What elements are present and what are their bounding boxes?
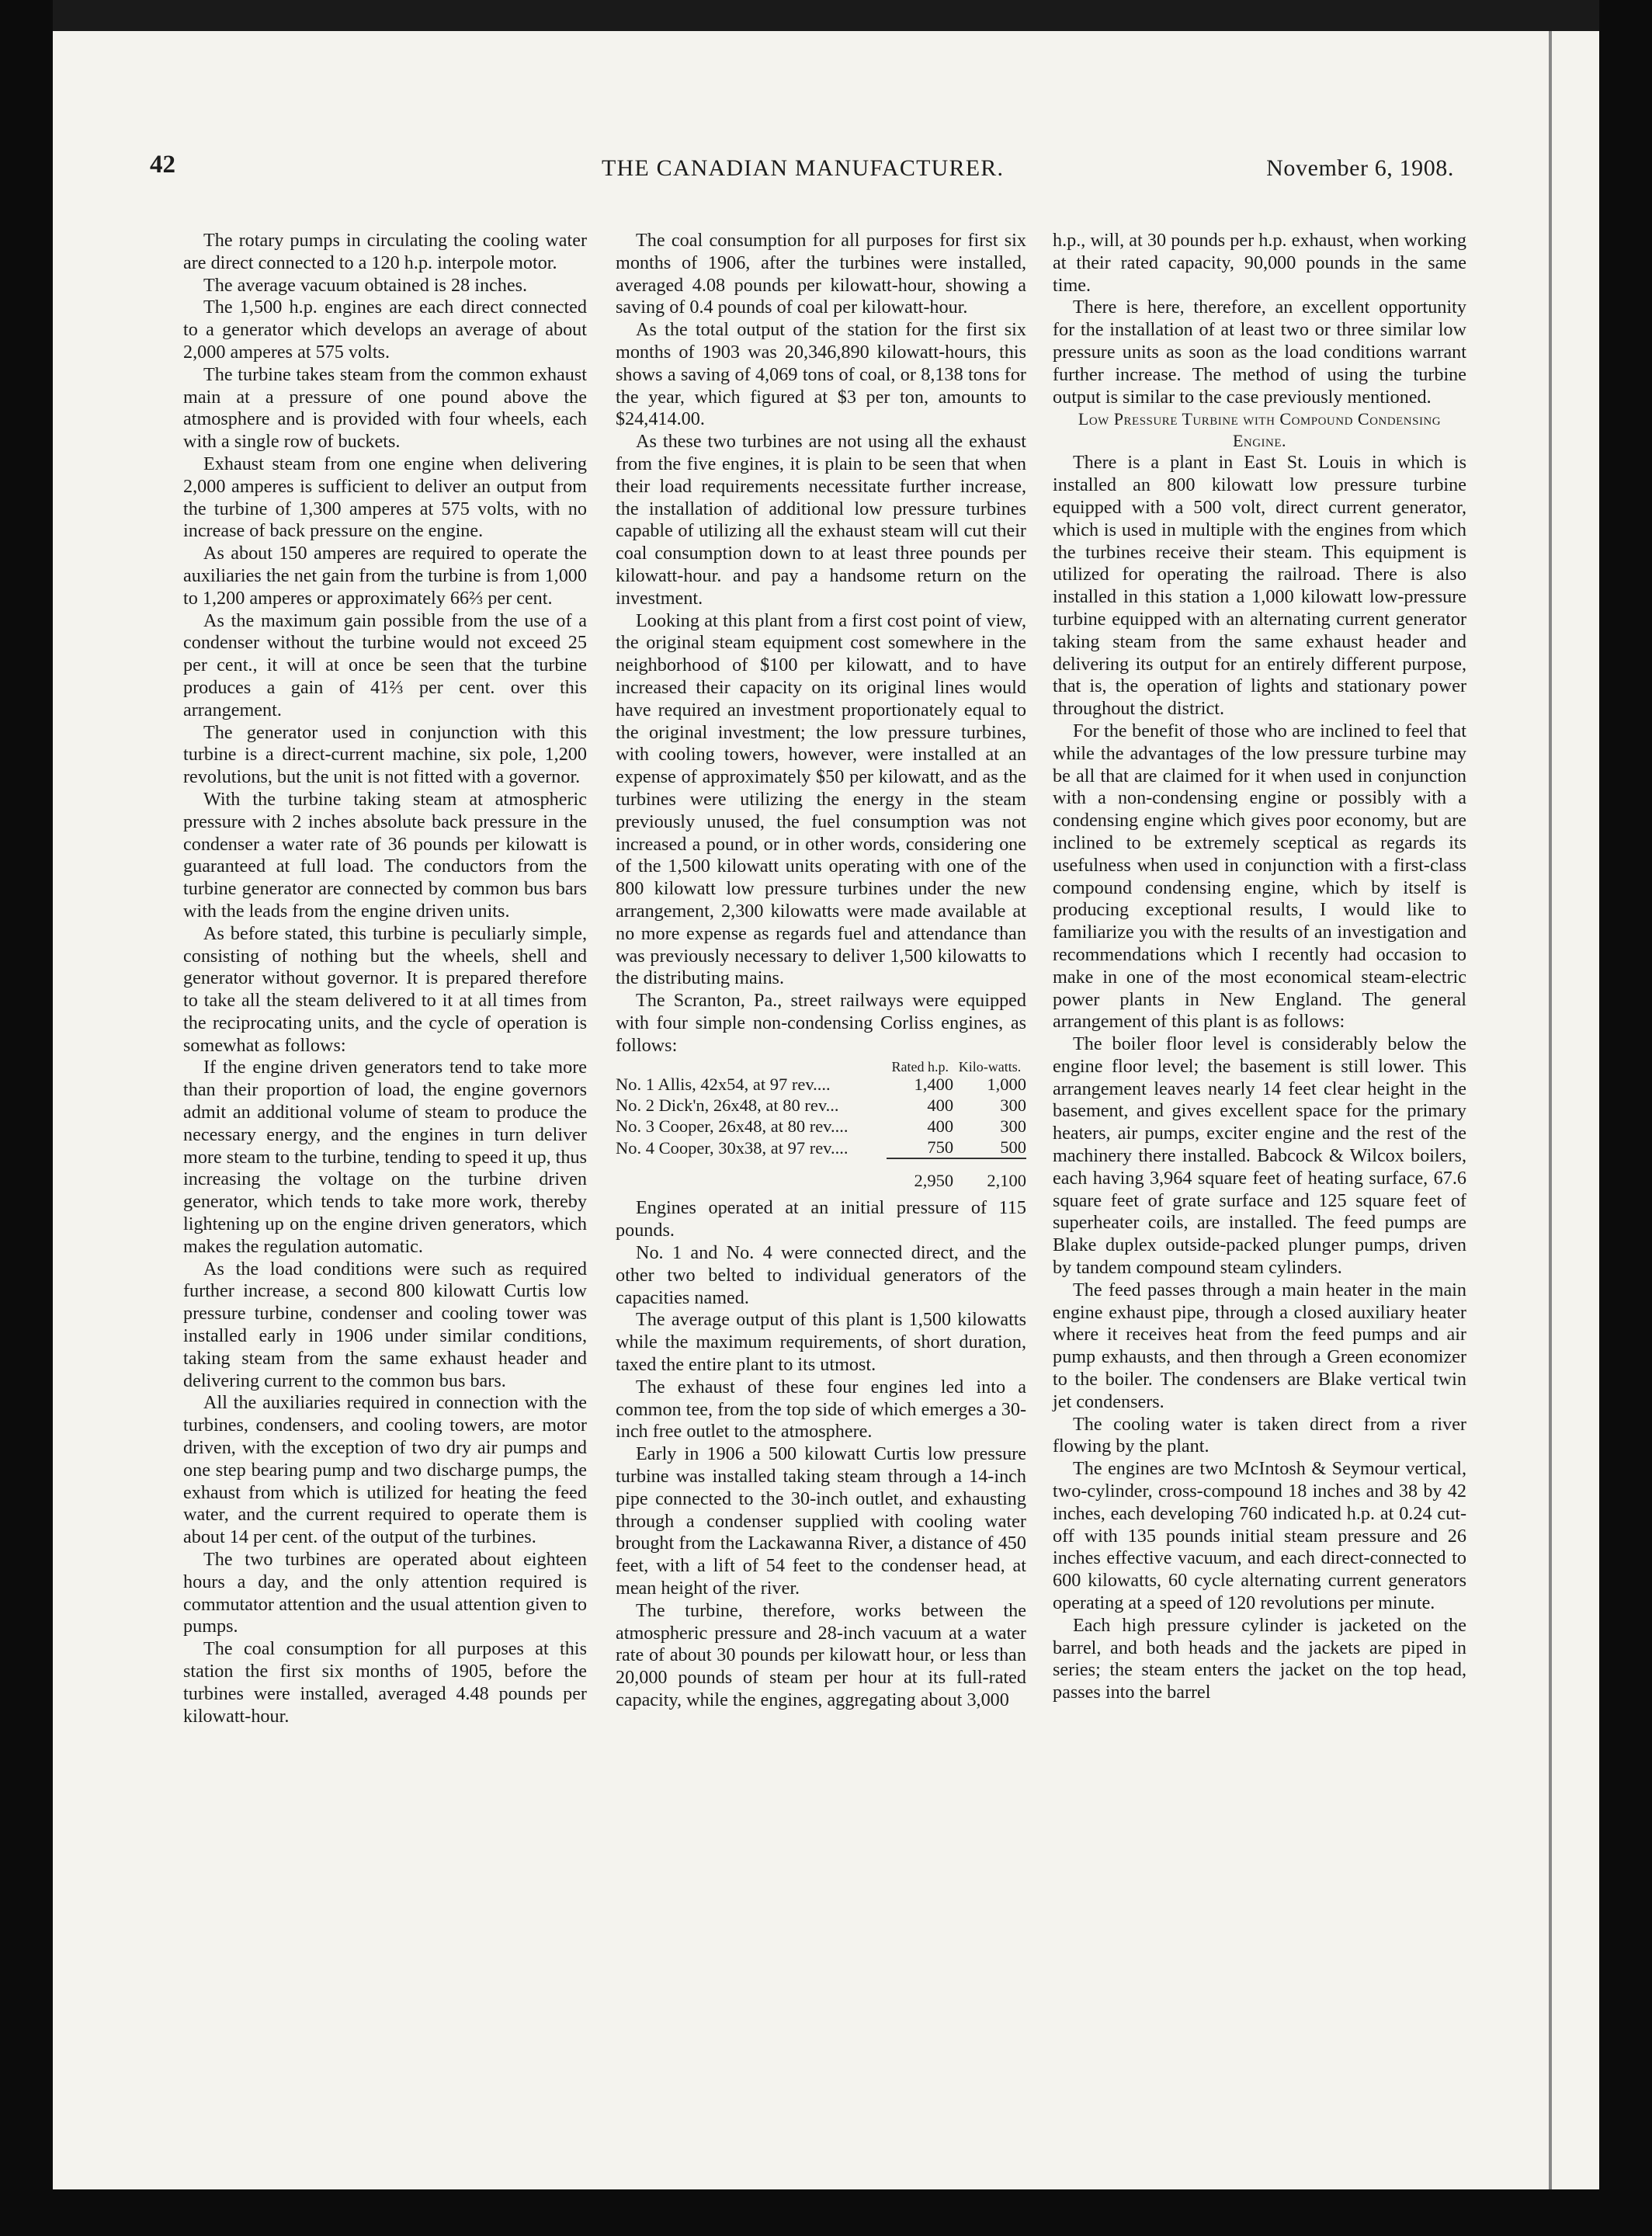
paragraph: There is a plant in East St. Louis in which is installed an 800 kilowatt low pressure turbine equipped with a 500 volt, direct current generator, which is used in multiple with the engines from which the turbines receive their steam. This equipment is utilized for operating the railroad. There is also installed in this station a 1,000 kilowatt low-pressure turbine equipped with an alternating current generator taking steam from the same exhaust header and delivering its output for an entirely different purpose, that is, the operation of lights and stationary power throughout the district. (1053, 452, 1466, 720)
paragraph: As about 150 amperes are required to operate the auxiliaries the net gain from the turbine is from 1,000 to 1,200 amperes or approximately 66⅔ per cent. (183, 543, 587, 609)
table-row (616, 1137, 1026, 1158)
paragraph: The average vacuum obtained is 28 inches. (203, 274, 528, 296)
text-column-2 (616, 230, 1026, 1712)
paragraph: The feed passes through a main heater in the main engine exhaust pipe, through a closed auxiliary heater where it receives heat from the feed pumps and air pump exhausts, and then through a Green economizer to the boiler. The condensers are Blake vertical twin jet condensers. (1053, 1279, 1466, 1412)
paragraph: The average output of this plant is 1,500 kilowatts while the maximum requirements, of short duration, taxed the entire plant to its utmost. (616, 1309, 1026, 1376)
paragraph: Engines operated at an initial pressure of 115 pounds. (616, 1197, 1026, 1241)
paragraph: The 1,500 h.p. engines are each direct connected to a generator which develops an average of about 2,000 amperes at 575 volts. (183, 297, 587, 363)
issue-date: November 6, 1908. (1266, 155, 1454, 181)
total-hp: 2,950 (914, 1171, 954, 1191)
paragraph: The coal consumption for all purposes for first six months of 1906, after the turbines were installed, averaged 4.08 pounds per kilowatt-hour, showing a saving of 0.4 pounds of coal per kilowatt-hour. (616, 230, 1026, 318)
paragraph: If the engine driven generators tend to take more than their proportion of load, the engine governors admit an additional volume of steam to produce the necessary energy, and the engines in turn deliver more steam to the turbine, tending to speed it up, thus increasing the voltage on the turbine driven generator, which tends to take more work, thereby lightening up on the engine driven generators, which makes the regulation automatic. (183, 1057, 587, 1257)
section-heading: Low Pressure Turbine with Compound Condensing Engine. (1078, 409, 1442, 451)
paragraph: Exhaust steam from one engine when delivering 2,000 amperes is sufficient to deliver an output from the turbine of 1,300 amperes at 575 volts, with no increase of back pressure on the engine. (183, 453, 587, 542)
scan-border-bottom (0, 2189, 1652, 2236)
paragraph: There is here, therefore, an excellent opportunity for the installation of at least two or three similar low pressure units as soon as the load conditions warrant further increase. The method of using the turbine output is similar to the case previously mentioned. (1053, 297, 1466, 408)
table-row (616, 1074, 1026, 1095)
paragraph: Each high pressure cylinder is jacketed on the barrel, and both heads and the jackets are piped in series; the steam enters the jacket on the top head, passes into the barrel (1053, 1614, 1466, 1703)
paragraph: As the maximum gain possible from the use of a condenser without the turbine would not exceed 25 per cent., it will at once be seen that the turbine produces a gain of 41⅔ per cent. over this arrangement. (183, 609, 587, 720)
paragraph: The turbine takes steam from the common exhaust main at a pressure of one pound above the atmosphere and is provided with four wheels, each with a single row of buckets. (183, 363, 587, 453)
engine-kw: 300 (1000, 1116, 1026, 1137)
paragraph: The boiler floor level is considerably below the engine floor level; the basement is still lower. This arrangement leaves nearly 14 feet clear height in the basement, and gives excellent space for the primary heaters, air pumps, exciter engine and the rest of the machinery there installed. Babcock & Wilcox boilers, each having 3,964 square feet of heating surface, 67.6 square feet of grate surface and 125 square feet of superheater coils, are installed. The feed pumps are Blake duplex outside-packed plunger pumps, driven by tandem compound steam cylinders. (1053, 1033, 1466, 1279)
paragraph: The turbine, therefore, works between the atmospheric pressure and 28-inch vacuum at a water rate of about 30 pounds per kilowatt hour, or less than 20,000 pounds of steam per hour at its full-rated capacity, while the engines, aggregating about 3,000 (616, 1599, 1026, 1711)
paragraph: h.p., will, at 30 pounds per h.p. exhaust, when working at their rated capacity, 90,000 pounds in the same time. (1053, 230, 1466, 296)
paragraph: With the turbine taking steam at atmospheric pressure with 2 inches absolute back pressure in the condenser a water rate of 36 pounds per kilowatt is guaranteed at full load. The conductors from the turbine generator are connected by common bus bars with the leads from the engine driven units. (183, 788, 587, 922)
text-column-1 (183, 230, 587, 1727)
page-number: 42 (150, 151, 175, 179)
engine-kw: 1,000 (987, 1075, 1026, 1095)
page-edge (1549, 31, 1552, 2189)
engine-hp: 750 (887, 1137, 953, 1158)
paragraph: The rotary pumps in circulating the cooling water are direct connected to a 120 h.p. interpole motor. (183, 230, 587, 273)
col-rated-hp: Rated h.p. (891, 1059, 949, 1075)
engine-name: No. 4 Cooper, 30x38, at 97 rev.... (616, 1137, 849, 1158)
col-kilowatts: Kilo-watts. (958, 1059, 1022, 1075)
paragraph: The Scranton, Pa., street railways were equipped with four simple non-condensing Corliss engines, as follows: (616, 990, 1026, 1056)
paragraph: The exhaust of these four engines led into a common tee, from the top side of which emerges a 30-inch free outlet to the atmosphere. (616, 1376, 1026, 1443)
engine-hp: 400 (927, 1095, 954, 1116)
table-row (616, 1095, 1026, 1116)
paragraph: As before stated, this turbine is peculiarly simple, consisting of nothing but the wheels, shell and generator without governor. It is prepared therefore to take all the steam delivered to it at all times from the reciprocating units, and the cycle of operation is somewhat as follows: (183, 922, 587, 1056)
paragraph: As these two turbines are not using all the exhaust from the five engines, it is plain to be seen that when their load requirements necessitate further increase, the installation of additional low pressure turbines capable of utilizing all the exhaust steam will cut their coal consumption down to at least three pounds per kilowatt-hour. and pay a handsome return on the investment. (616, 431, 1026, 609)
paragraph: The coal consumption for all purposes at this station the first six months of 1905, before the turbines were installed, averaged 4.48 pounds per kilowatt-hour. (183, 1638, 587, 1727)
scan-border-right (1599, 0, 1652, 2236)
journal-title: THE CANADIAN MANUFACTURER. (602, 155, 1005, 181)
engine-hp: 1,400 (914, 1075, 954, 1095)
paragraph: No. 1 and No. 4 were connected direct, and the other two belted to individual generators of the capacities named. (616, 1242, 1026, 1308)
engine-kw: 500 (953, 1137, 1026, 1158)
paragraph: As the load conditions were such as required further increase, a second 800 kilowatt Curtis low pressure turbine, condenser and cooling tower was installed early in 1906 under similar conditions, taking steam from the same exhaust header and delivering current to the common bus bars. (183, 1258, 587, 1391)
engine-name: No. 2 Dick'n, 26x48, at 80 rev... (616, 1095, 839, 1116)
paragraph: Early in 1906 a 500 kilowatt Curtis low pressure turbine was installed taking steam through a 14-inch pipe connected to the 30-inch outlet, and exhausting through a condenser supplied with cooling water brought from the Lackawanna River, a distance of 450 feet, with a lift of 54 feet to the condenser head, at mean height of the river. (616, 1443, 1026, 1599)
paragraph: For the benefit of those who are inclined to feel that while the advantages of the low pressure turbine may be all that are claimed for it when used in conjunction with a non-condensing engine or possibly with a condensing engine which gives poor economy, but are inclined to be extremely sceptical as regards its usefulness when used in conjunction with a first-class compound condensing engine, which by itself is producing exceptional results, I would like to familiarize you with the results of an investigation and recommendations which I recently had occasion to make in one of the most economical steam-electric power plants in New England. The general arrangement of this plant is as follows: (1053, 720, 1466, 1033)
paragraph: As the total output of the station for the first six months of 1903 was 20,346,890 kilowatt-hours, this shows a saving of 4,069 tons of coal, or 8,138 tons for the year, which figured at $3 per ton, amounts to $24,414.00. (616, 319, 1026, 430)
engine-hp: 400 (927, 1116, 954, 1137)
engine-kw: 300 (1000, 1095, 1026, 1116)
table-row (616, 1116, 1026, 1137)
engine-name: No. 3 Cooper, 26x48, at 80 rev.... (616, 1116, 849, 1137)
paragraph: The engines are two McIntosh & Seymour vertical, two-cylinder, cross-compound 18 inches and 38 by 42 inches, each developing 760 indicated h.p. at 0.24 cut-off with 135 pounds initial steam pressure and 26 inches effective vacuum, and each direct-connected to 600 kilowatts, 60 cycle alternating current generators operating at a speed of 120 revolutions per minute. (1053, 1458, 1466, 1614)
total-kw: 2,100 (987, 1171, 1026, 1191)
engine-name: No. 1 Allis, 42x54, at 97 rev.... (616, 1075, 831, 1095)
paragraph: The cooling water is taken direct from a river flowing by the plant. (1053, 1413, 1466, 1457)
page-header (150, 151, 1454, 197)
text-column-3 (1053, 230, 1466, 1704)
engine-table (616, 1060, 1026, 1191)
table-total-row (616, 1158, 1026, 1191)
paragraph: Looking at this plant from a first cost point of view, the original steam equipment cost somewhere in the neighborhood of $100 per kilowatt, and to have increased their capacity on its original lines would have required an investment proportionately equal to the original investment; the low pressure turbines, with cooling towers, however, were installed at an expense of approximately $50 per kilowatt, and as the turbines were utilizing the energy in the steam previously unused, the fuel consumption was not increased a pound, or in other words, considering one of the 1,500 kilowatt units operating with one of the 800 kilowatt low pressure turbines under the new arrangement, 2,300 kilowatts were made available at no more expense as regards fuel and attendance than was previously necessary to deliver 1,500 kilowatts to the distributing mains. (616, 609, 1026, 989)
paragraph: The two turbines are operated about eighteen hours a day, and the only attention required is commutator attention and the usual attention given to pumps. (183, 1549, 587, 1637)
paragraph: All the auxiliaries required in connection with the turbines, condensers, and cooling towers, are motor driven, with the exception of two dry air pumps and one step bearing pump and two discharge pumps, the exhaust from which is utilized for heating the feed water, and the current required to operate them is about 14 per cent. of the output of the turbines. (183, 1392, 587, 1548)
engine-table-header (616, 1060, 1026, 1074)
paragraph: The generator used in conjunction with this turbine is a direct-current machine, six pole, 1,200 revolutions, but the unit is not fitted with a governor. (183, 721, 587, 788)
scan-border-left (0, 0, 53, 2236)
